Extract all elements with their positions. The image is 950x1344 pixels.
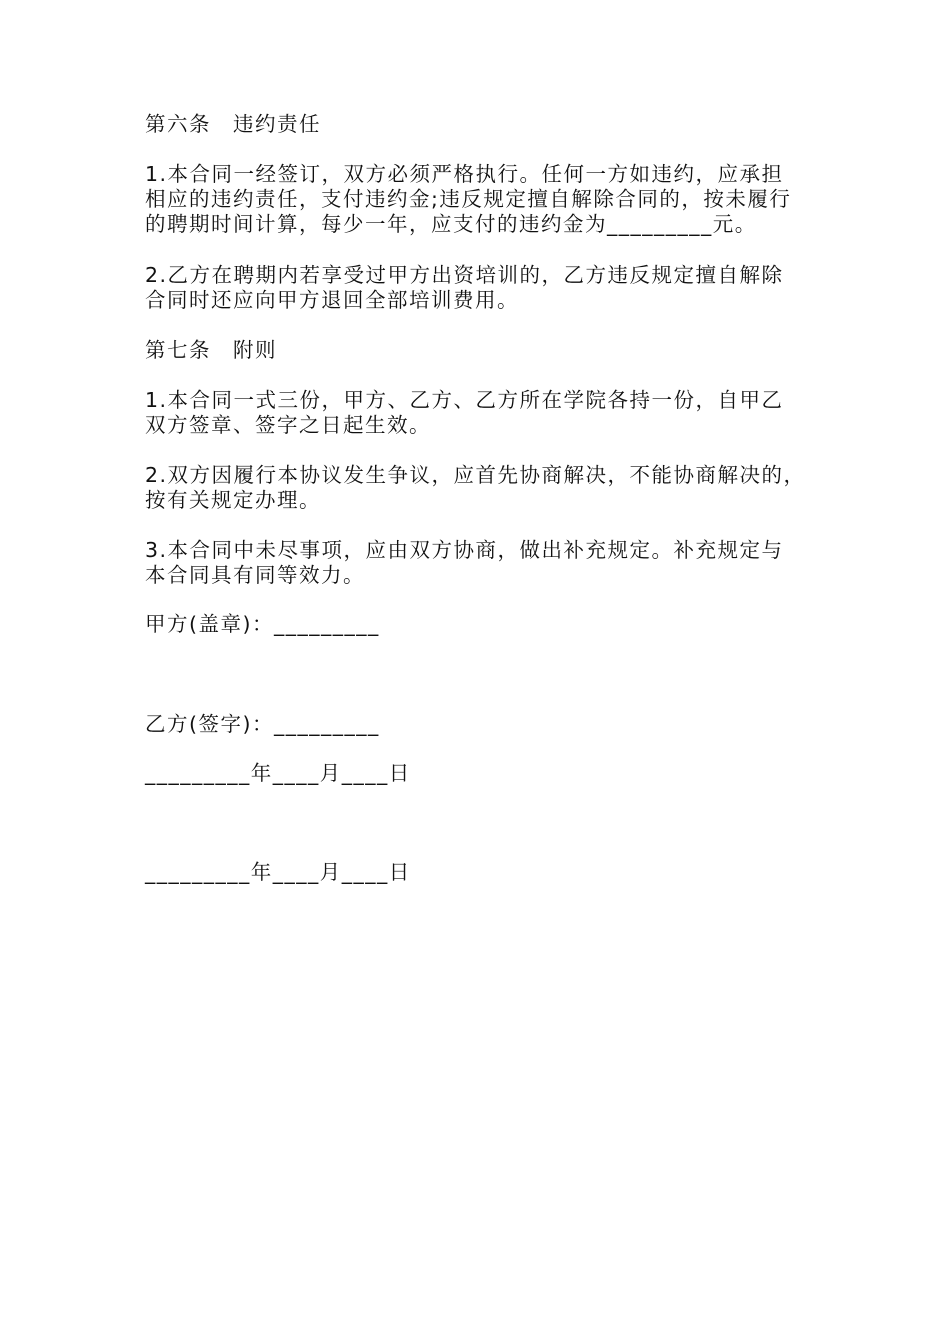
article-6-clause-2-line-2: 合同时还应向甲方退回全部培训费用。 — [145, 288, 519, 312]
article-7-clause-3-line-1: 3.本合同中未尽事项，应由双方协商，做出补充规定。补充规定与 — [145, 538, 784, 562]
article-6-heading: 第六条 违约责任 — [145, 112, 321, 136]
party-b-signature-line: 乙方(签字)：_________ — [145, 712, 380, 736]
article-7-clause-3-line-2: 本合同具有同等效力。 — [145, 563, 365, 587]
article-6-clause-2-line-1: 2.乙方在聘期内若享受过甲方出资培训的，乙方违反规定擅自解除 — [145, 263, 784, 287]
party-a-signature-line: 甲方(盖章)：_________ — [145, 612, 380, 636]
article-6-clause-1-line-2: 相应的违约责任，支付违约金;违反规定擅自解除合同的，按未履行 — [145, 187, 792, 211]
article-7-clause-2-line-1: 2.双方因履行本协议发生争议，应首先协商解决，不能协商解决的， — [145, 463, 806, 487]
date-line-2: _________年____月____日 — [145, 860, 411, 884]
date-line-1: _________年____月____日 — [145, 761, 411, 785]
article-7-clause-2-line-2: 按有关规定办理。 — [145, 488, 321, 512]
article-6-clause-1-line-3: 的聘期时间计算，每少一年，应支付的违约金为_________元。 — [145, 212, 757, 236]
article-7-heading: 第七条 附则 — [145, 338, 277, 362]
article-7-clause-1-line-2: 双方签章、签字之日起生效。 — [145, 413, 431, 437]
article-7-clause-1-line-1: 1.本合同一式三份，甲方、乙方、乙方所在学院各持一份，自甲乙 — [145, 388, 784, 412]
article-6-clause-1-line-1: 1.本合同一经签订，双方必须严格执行。任何一方如违约，应承担 — [145, 162, 784, 186]
